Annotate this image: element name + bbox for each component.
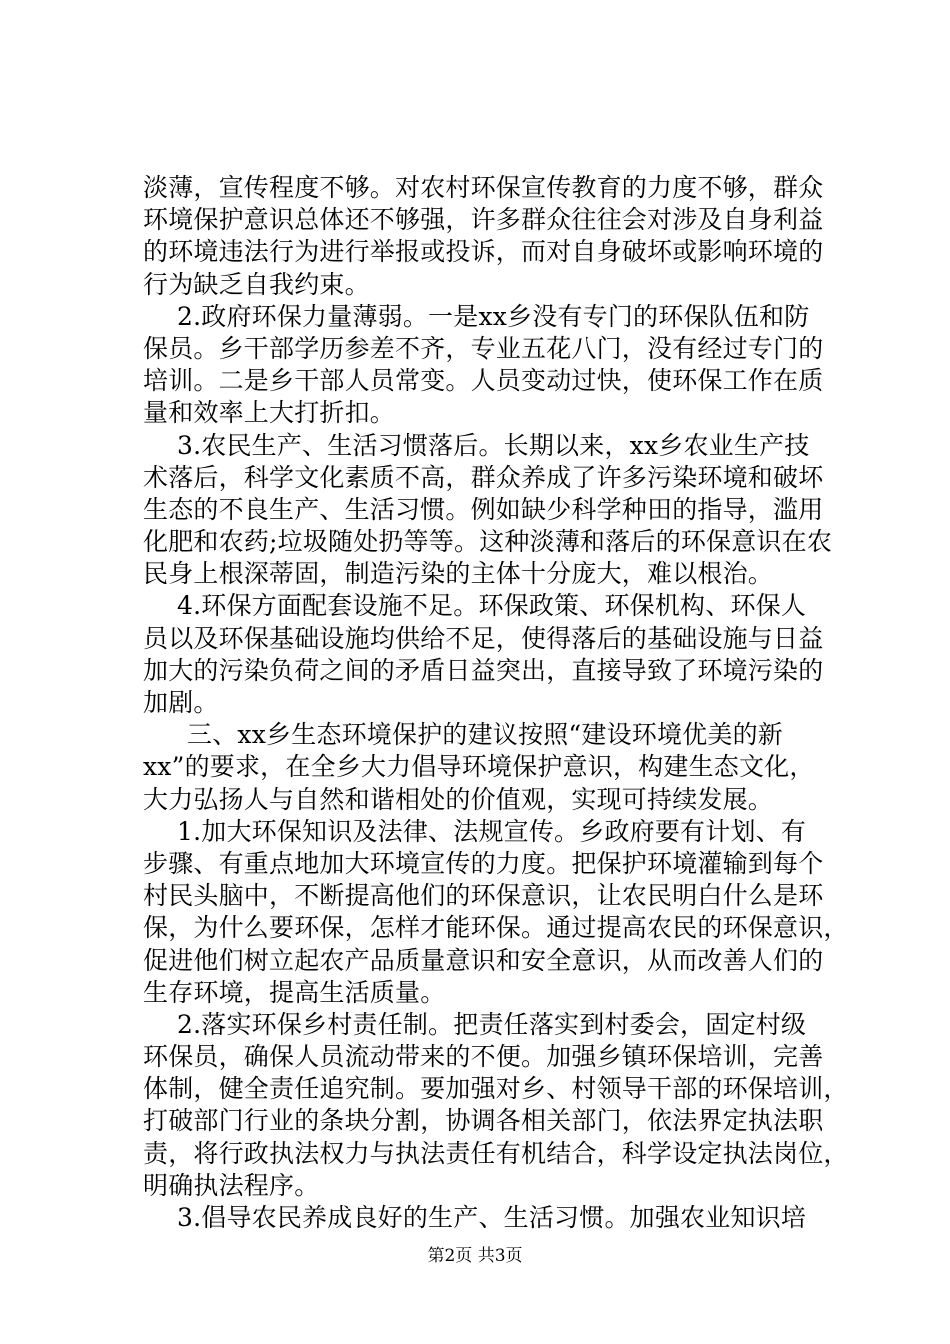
paragraph-start-line: 3.农民生产、生活习惯落后。长期以来，xx乡农业生产技 bbox=[177, 430, 810, 460]
text-line: 大力弘扬人与自然和谐相处的价值观，实现可持续发展。 bbox=[143, 784, 774, 814]
page-number-footer: 第2页 共3页 bbox=[427, 1246, 523, 1266]
text-line: 淡薄，宣传程度不够。对农村环保宣传教育的力度不够，群众 bbox=[143, 173, 824, 202]
paragraph-start-line: 2.政府环保力量薄弱。一是xx乡没有专门的环保队伍和防 bbox=[177, 301, 810, 331]
text-line: 环境保护意识总体还不够强，许多群众往往会对涉及自身利益 bbox=[143, 205, 824, 235]
text-line: 责，将行政执法权力与执法责任有机结合，科学设定执法岗位， bbox=[143, 1138, 849, 1168]
text-line: 步骤、有重点地加大环境宣传的力度。把保护环境灌输到每个 bbox=[143, 848, 824, 878]
text-line: 生存环境，提高生活质量。 bbox=[143, 977, 446, 1007]
paragraph-start-line: 3.倡导农民养成良好的生产、生活习惯。加强农业知识培 bbox=[177, 1203, 807, 1232]
text-line: 村民头脑中，不断提高他们的环保意识，让农民明白什么是环 bbox=[143, 881, 824, 911]
paragraph-start-line: 2.落实环保乡村责任制。把责任落实到村委会，固定村级 bbox=[177, 1009, 807, 1039]
text-line: 行为缺乏自我约束。 bbox=[143, 269, 370, 299]
text-line: 员以及环保基础设施均供给不足，使得落后的基础设施与日益 bbox=[143, 623, 824, 653]
text-line: 量和效率上大打折扣。 bbox=[143, 398, 396, 428]
text-line: 环保员，确保人员流动带来的不便。加强乡镇环保培训，完善 bbox=[143, 1042, 824, 1072]
text-line: 保，为什么要环保，怎样才能环保。通过提高农民的环保意识， bbox=[143, 913, 849, 943]
section-heading-line: 三、xx乡生态环境保护的建议按照“建设环境优美的新 bbox=[187, 720, 783, 750]
text-line: 明确执法程序。 bbox=[143, 1170, 320, 1200]
text-line: 促进他们树立起农产品质量意识和安全意识，从而改善人们的 bbox=[143, 945, 824, 975]
text-line: 的环境违法行为进行举报或投诉，而对自身破坏或影响环境的 bbox=[143, 237, 824, 267]
text-line: 培训。二是乡干部人员常变。人员变动过快，使环保工作在质 bbox=[143, 366, 824, 396]
text-line: 民身上根深蒂固，制造污染的主体十分庞大，难以根治。 bbox=[143, 559, 774, 589]
text-line: 打破部门行业的条块分割，协调各相关部门，依法界定执法职 bbox=[143, 1106, 824, 1136]
text-line: 术落后，科学文化素质不高，群众养成了许多污染环境和破坏 bbox=[143, 462, 824, 492]
document-body bbox=[143, 172, 849, 1234]
text-line: 加剧。 bbox=[143, 688, 219, 717]
text-line: 化肥和农药;垃圾随处扔等等。这种淡薄和落后的环保意识在农 bbox=[143, 527, 833, 557]
text-line: 保员。乡干部学历参差不齐，专业五花八门，没有经过专门的 bbox=[143, 333, 824, 363]
paragraph-start-line: 4.环保方面配套设施不足。环保政策、环保机构、环保人 bbox=[177, 591, 807, 621]
paragraph-start-line: 1.加大环保知识及法律、法规宣传。乡政府要有计划、有 bbox=[177, 816, 807, 846]
text-line: xx”的要求，在全乡大力倡导环境保护意识，构建生态文化， bbox=[143, 752, 815, 782]
text-line: 体制，健全责任追究制。要加强对乡、村领导干部的环保培训， bbox=[143, 1074, 849, 1104]
text-line: 加大的污染负荷之间的矛盾日益突出，直接导致了环境污染的 bbox=[143, 655, 824, 685]
text-line: 生态的不良生产、生活习惯。例如缺少科学种田的指导，滥用 bbox=[143, 494, 824, 524]
